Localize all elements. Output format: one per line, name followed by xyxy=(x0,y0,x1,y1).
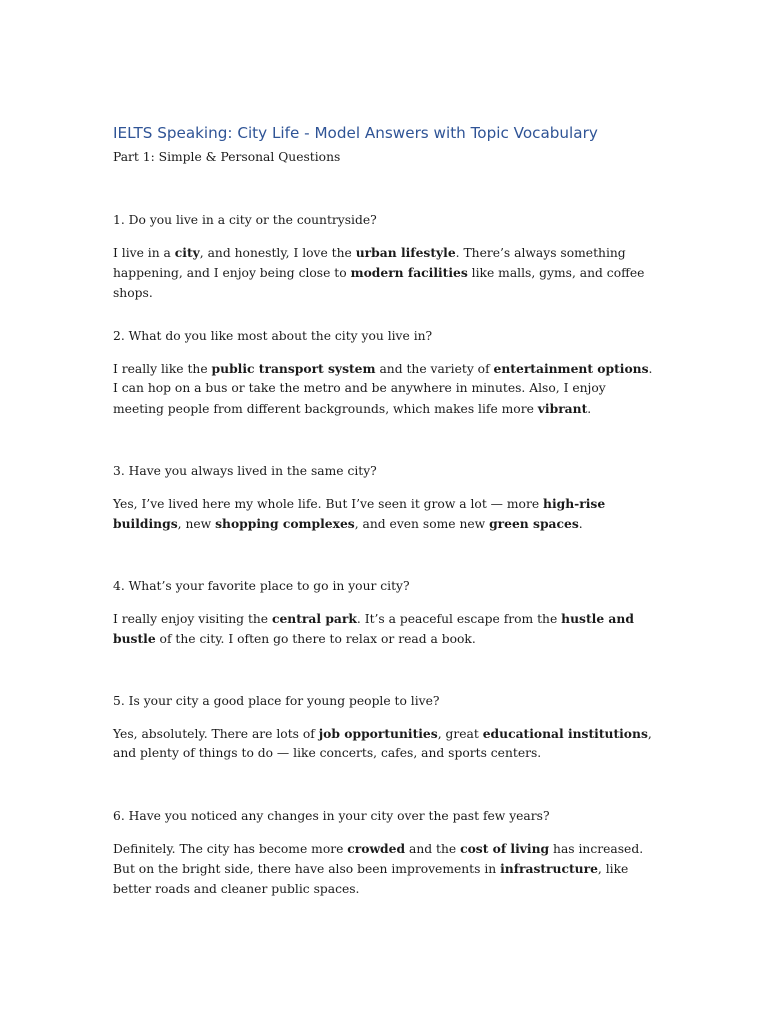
answer-text: Yes, absolutely. There are lots of xyxy=(113,726,319,741)
vocabulary-term: job opportunities xyxy=(318,725,438,741)
answer-text: , new xyxy=(177,517,216,531)
answer-text: Definitely. The city has become more xyxy=(113,841,348,856)
vocabulary-term: central park xyxy=(272,610,357,626)
answer-text: I really like the xyxy=(113,361,212,376)
vocabulary-term: cost of living xyxy=(460,840,550,856)
vocabulary-term: urban lifestyle xyxy=(355,244,456,260)
answer-text: . xyxy=(578,517,583,531)
answer-text: and the variety of xyxy=(375,361,494,376)
answer-text: . I can hop on a bus or take the metro and be anywhere in minutes. Also, I enjoy meeting people from different backgrounds, which makes life more xyxy=(113,361,653,416)
vocabulary-term: city xyxy=(174,244,200,260)
answer-text: has increased. But on the bright side, there have also been improvements in xyxy=(113,841,644,876)
question-6: 6. Have you noticed any changes in your city over the past few years? xyxy=(113,809,550,823)
question-1: 1. Do you live in a city or the countryside? xyxy=(113,213,377,227)
question-5: 5. Is your city a good place for young people to live? xyxy=(113,694,440,708)
qa-item-4 xyxy=(113,577,658,650)
answer-text: , like better roads and cleaner public spaces. xyxy=(113,862,629,896)
answer-2 xyxy=(113,359,658,420)
vocabulary-term: entertainment options xyxy=(493,360,649,376)
answer-text: I live in a xyxy=(113,245,175,260)
qa-item-2 xyxy=(113,327,658,419)
document-title: IELTS Speaking: City Life - Model Answers with Topic Vocabulary xyxy=(113,124,598,142)
vocabulary-term: educational institutions xyxy=(482,725,648,741)
answer-text: I really enjoy visiting the xyxy=(113,611,272,626)
question-2: 2. What do you like most about the city you live in? xyxy=(113,329,433,343)
document-subtitle: Part 1: Simple & Personal Questions xyxy=(113,150,341,164)
answer-text: , great xyxy=(437,726,483,741)
answer-6 xyxy=(113,839,658,900)
answer-1 xyxy=(113,243,658,304)
answer-text: . There’s always something happening, and I enjoy being close to xyxy=(113,245,626,280)
qa-item-5 xyxy=(113,692,658,764)
vocabulary-term: shopping complexes xyxy=(215,516,355,531)
answer-text: of the city. I often go there to relax or read a book. xyxy=(155,632,476,646)
answer-text: . xyxy=(587,401,592,416)
answer-text: , and honestly, I love the xyxy=(199,245,356,260)
answer-text: , and even some new xyxy=(354,517,490,531)
answer-4 xyxy=(113,609,658,650)
answer-text: . It’s a peaceful escape from the xyxy=(356,611,562,626)
question-3: 3. Have you always lived in the same city? xyxy=(113,464,377,478)
vocabulary-term: infrastructure xyxy=(500,861,598,876)
answer-text: , and plenty of things to do — like concerts, cafes, and sports centers. xyxy=(113,726,652,760)
vocabulary-term: high-rise buildings xyxy=(113,495,606,531)
vocabulary-term: modern facilities xyxy=(350,265,468,280)
vocabulary-term: crowded xyxy=(347,840,406,856)
vocabulary-term: public transport system xyxy=(211,360,376,376)
vocabulary-term: hustle and bustle xyxy=(113,610,634,646)
vocabulary-term: vibrant xyxy=(537,400,588,416)
qa-item-6 xyxy=(113,807,658,899)
answer-3 xyxy=(113,494,658,535)
qa-item-3 xyxy=(113,462,658,535)
vocabulary-term: green spaces xyxy=(489,516,579,531)
qa-item-1 xyxy=(113,211,658,303)
answer-text: like malls, gyms, and coffee shops. xyxy=(113,266,645,300)
answer-text: Yes, I’ve lived here my whole life. But I’ve seen it grow a lot — more xyxy=(113,496,544,511)
answer-5 xyxy=(113,724,658,764)
answer-text: and the xyxy=(405,841,461,856)
question-4: 4. What’s your favorite place to go in your city? xyxy=(113,579,410,593)
